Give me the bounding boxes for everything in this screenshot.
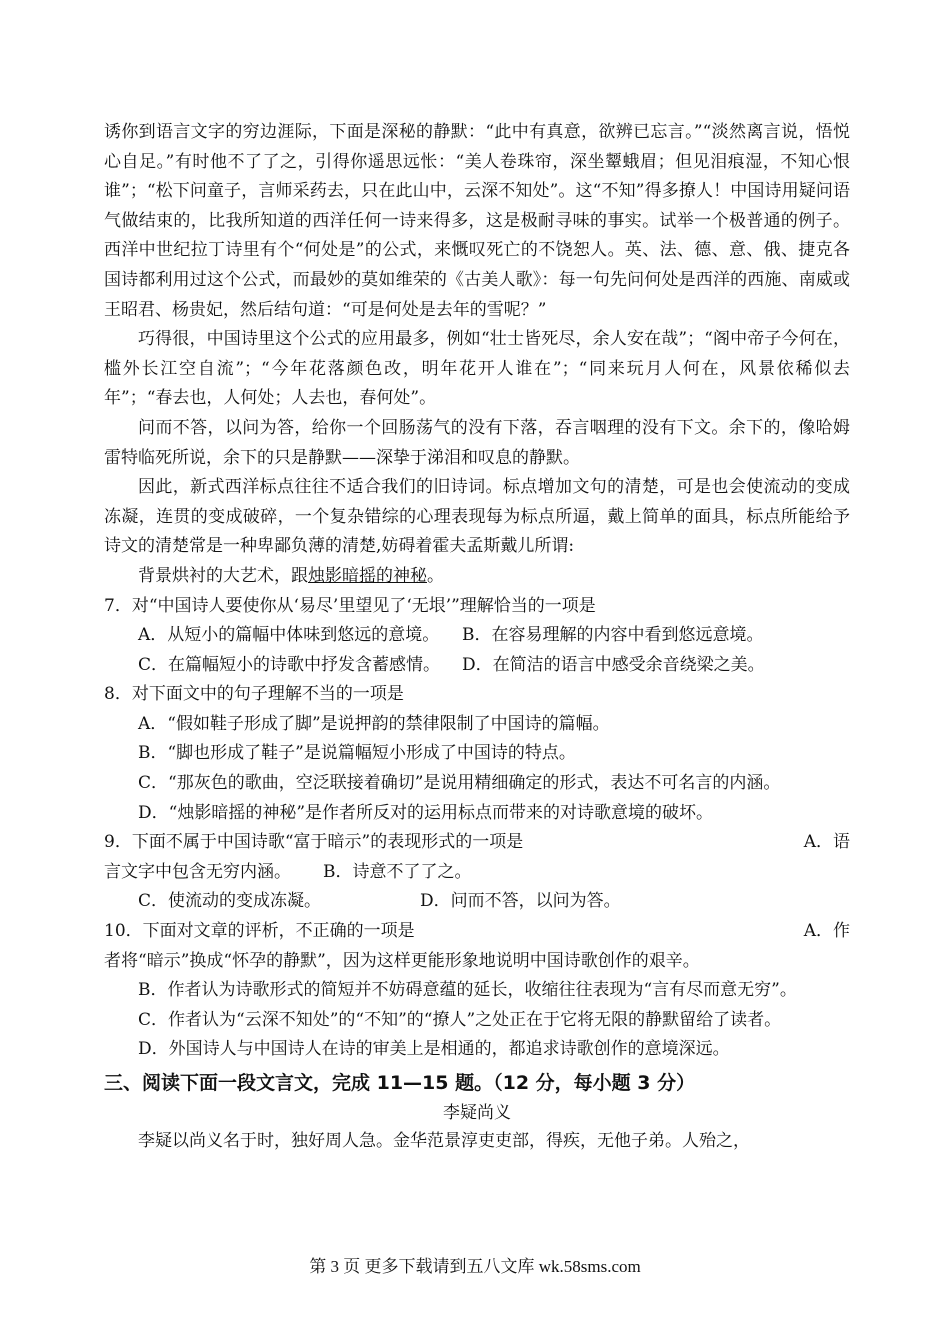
passage-paragraph-4: 因此，新式西洋标点往往不适合我们的旧诗词。标点增加文句的清楚，可是也会使流动的变成冻凝，连贯的变成破碎，一个复杂错综的心理表现每为标点所逼，戴上简单的面具，标点所能给予诗文的清楚常是一种卑鄙负薄的清楚,妨碍着霍夫孟斯戴儿所谓:: [104, 477, 850, 557]
q10-option-a-start: A．作: [803, 921, 850, 942]
q8-option-d: D．“烛影暗摇的神秘”是作者所反对的运用标点而带来的对诗歌意境的破坏。: [138, 802, 714, 823]
question-7-options-ab: [104, 621, 850, 651]
q9-line-3: [104, 887, 850, 917]
q10-option-b: B．作者认为诗歌形式的简短并不妨碍意蕴的延长，收缩往往表现为“言有尽而意无穷”。: [138, 980, 797, 1001]
question-7-stem: 7．对“中国诗人要使你从‘易尽’里望见了‘无垠’”理解恰当的一项是: [104, 595, 596, 616]
page-content: [104, 118, 850, 1157]
q9-option-c: C．使流动的变成冻凝。: [138, 891, 322, 912]
q9-option-d: D．问而不答，以问为答。: [420, 891, 621, 912]
q8-option-b: B．“脚也形成了鞋子”是说篇幅短小形成了中国诗的特点。: [138, 743, 576, 764]
q8-option-c: C．“那灰色的歌曲，空泛联接着确切”是说用精细确定的形式，表达不可名言的内涵。: [138, 773, 781, 794]
q7-option-b: B．在容易理解的内容中看到悠远意境。: [462, 625, 764, 646]
q10-option-a-rest: 者将“暗示”换成“怀孕的静默”，因为这样更能形象地说明中国诗歌创作的艰辛。: [104, 950, 700, 971]
p5-text: 背景烘衬的大艺术，跟: [138, 565, 308, 586]
q9-line-2: [104, 858, 850, 888]
question-10-stem: [104, 917, 850, 947]
q8-option-a: A．“假如鞋子形成了脚”是说押韵的禁律限制了中国诗的篇幅。: [138, 713, 610, 734]
article-first-line: 李疑以尚义名于时，独好周人急。金华范景淳吏吏部，得疾，无他子弟。人殆之，: [138, 1131, 750, 1151]
q9-option-a-start: A．语: [803, 832, 850, 853]
section-3-title: 三、阅读下面一段文言文，完成 11—15 题。（12 分，每小题 3 分）: [104, 1072, 696, 1094]
question-8-stem: 8．对下面文中的句子理解不当的一项是: [104, 684, 404, 705]
question-9-stem: [104, 828, 850, 858]
q9-option-a-rest: 言文字中包含无穷内涵。: [104, 861, 291, 882]
question-7-options-cd: [104, 651, 850, 681]
q10-option-d: D．外国诗人与中国诗人在诗的审美上是相通的，都追求诗歌创作的意境深远。: [138, 1039, 730, 1060]
q9-stem-text: 9．下面不属于中国诗歌“富于暗示”的表现形式的一项是: [104, 832, 524, 853]
page-footer: 第 3 页 更多下载请到五八文库 wk.58sms.com: [309, 1257, 641, 1276]
passage-paragraph-5: [104, 562, 850, 592]
q7-option-c: C．在篇幅短小的诗歌中抒发含蓄感情。: [138, 654, 441, 675]
passage-paragraph-1: 诱你到语言文字的穷边涯际，下面是深秘的静默：“此中有真意，欲辨已忘言。”“淡然离言说，悟悦心自足。”有时他不了了之，引得你遥思远怅：“美人卷珠帘，深坐颦蛾眉；但见泪痕湿，不知心恨谁”；“松下问童子，言师采药去，只在此山中，云深不知处”。这“不知”得多撩人！中国诗用疑问语气做结束的，比我所知道的西洋任何一诗来得多，这是极耐寻味的事实。试举一个极普通的例子。西洋中世纪拉丁诗里有个“何处是”的公式，来慨叹死亡的不饶恕人。英、法、德、意、俄、捷克各国诗都利用过这个公式，而最妙的莫如维荣的《古美人歌》：每一句先问何处是西洋的西施、南威或王昭君、杨贵妃，然后结句道：“可是何处是去年的雪呢？”: [104, 122, 850, 320]
q7-option-a: A．从短小的篇幅中体味到悠远的意境。: [138, 625, 440, 646]
q7-option-d: D．在简洁的语言中感受余音绕梁之美。: [462, 654, 765, 675]
underlined-phrase: 烛影暗摇的神秘: [308, 565, 427, 586]
q10-stem-text: 10．下面对文章的评析，不正确的一项是: [104, 921, 415, 942]
passage-paragraph-2: 巧得很，中国诗里这个公式的应用最多，例如“壮士皆死尽，余人安在哉”；“阁中帝子今何在，槛外长江空自流”；“今年花落颜色改，明年花开人谁在”；“同来玩月人何在，风景依稀似去年”；“春去也，人何处；人去也，春何处”。: [104, 329, 850, 409]
p5-end: 。: [427, 565, 444, 586]
q10-option-c: C．作者认为“云深不知处”的“不知”的“撩人”之处正在于它将无限的静默留给了读者。: [138, 1009, 782, 1030]
passage-paragraph-3: 问而不答，以问为答，给你一个回肠荡气的没有下落，吞言咽理的没有下文。余下的，像哈姆雷特临死所说，余下的只是静默——深挚于涕泪和叹息的静默。: [104, 417, 850, 468]
article-title: 李疑尚义: [443, 1103, 511, 1123]
q9-option-b: B．诗意不了了之。: [323, 861, 472, 882]
